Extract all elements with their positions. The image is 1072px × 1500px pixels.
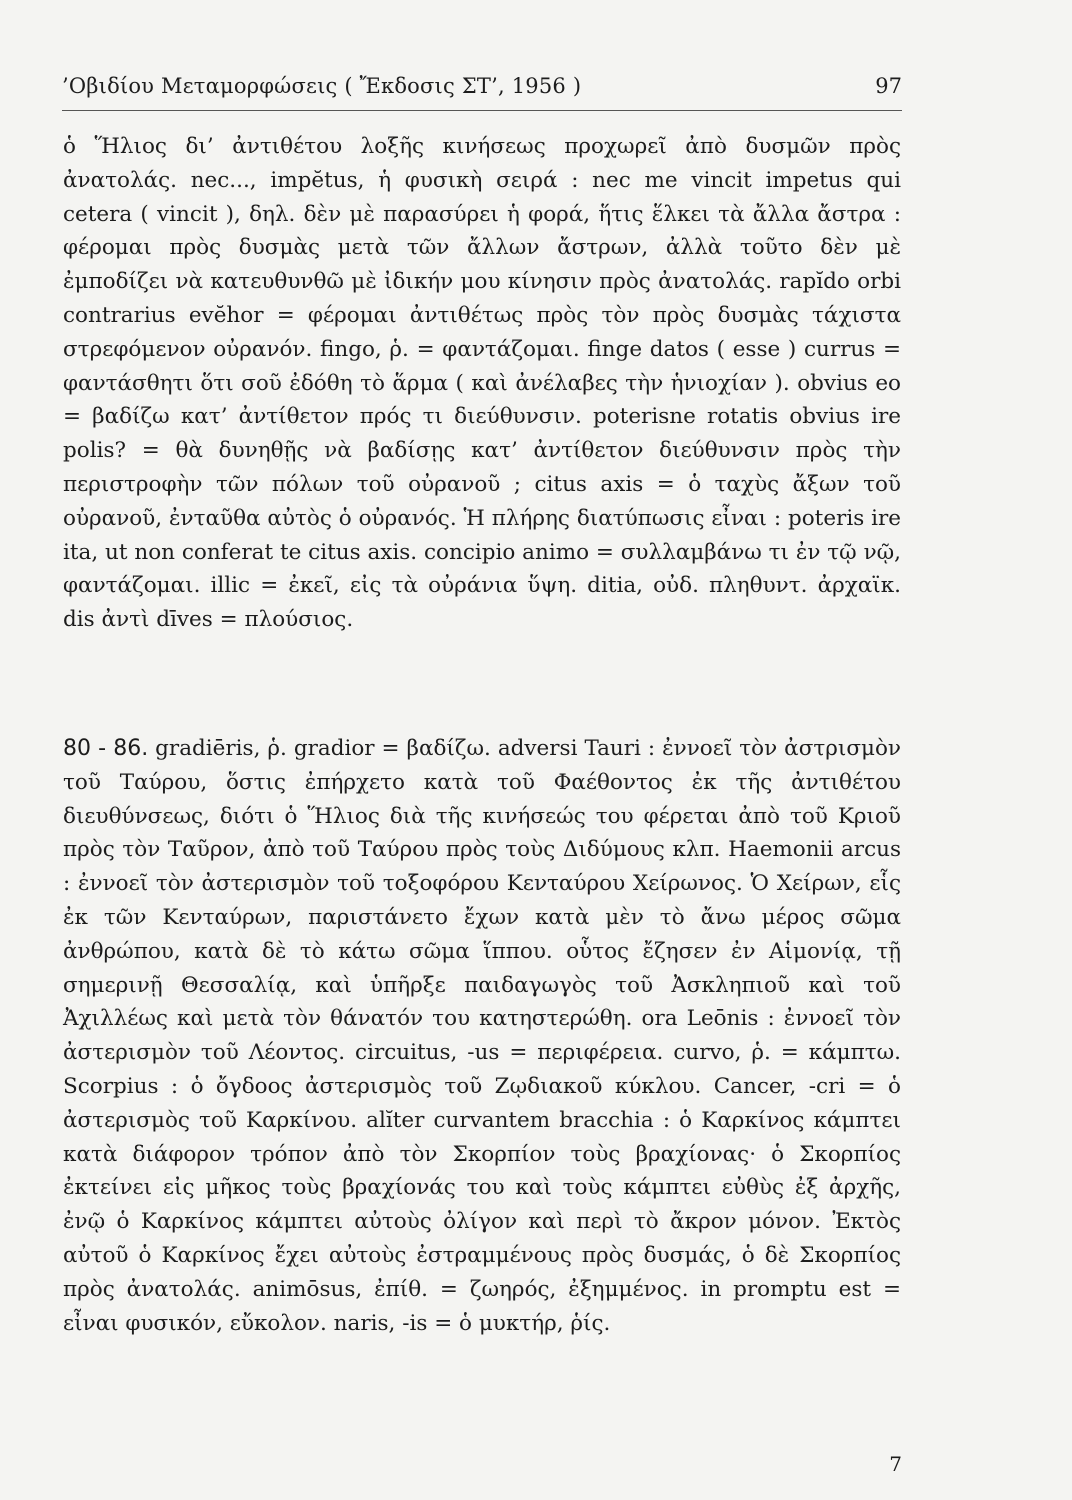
section-number: 80 - 86.	[63, 736, 149, 761]
running-head	[62, 74, 902, 108]
header-rule	[62, 110, 902, 111]
page-number: 97	[875, 74, 902, 98]
running-title: ’Οβιδίου Μεταμορφώσεις ( Ἔκδοσις ΣΤ’, 1956 )	[62, 74, 582, 98]
signature-mark: 7	[889, 1452, 902, 1476]
paragraph-text: ὁ Ἥλιος δι’ ἀντιθέτου λοξῆς κινήσεως προχωρεῖ ἀπὸ δυσμῶν πρὸς ἀνατολάς. nec..., impĕtus, ἡ φυσικὴ σειρά : nec me vincit impetus qui cetera ( vincit ), δηλ. δὲν μὲ παρασύρει ἡ φορά, ἥτις ἕλκει τὰ ἄλλα ἄστρα : φέρομαι πρὸς δυσμὰς μετὰ τῶν ἄλλων ἄστρων, ἀλλὰ τοῦτο δὲν μὲ ἐμποδίζει νὰ κατευθυνθῶ μὲ ἰδικήν μου κίνησιν πρὸς ἀνατολάς. rapĭdo orbi contrarius evĕhor = φέρομαι ἀντιθέτως πρὸς τὸν πρὸς δυσμὰς τάχιστα στρεφόμενον οὐρανόν. fingo, ῥ. = φαντάζομαι. finge datos ( esse ) currus = φαντάσθητι ὅτι σοῦ ἐδόθη τὸ ἅρμα ( καὶ ἀνέλαβες τὴν ἡνιοχίαν ). obvius eo = βαδίζω κατ’ ἀντίθετον πρός τι διεύθυνσιν. poterisne rotatis obvius ire polis? = θὰ δυνηθῇς νὰ βαδίσῃς κατ’ ἀντίθετον διεύθυνσιν πρὸς τὴν περιστροφὴν τῶν πόλων τοῦ οὐρανοῦ ; citus axis = ὁ ταχὺς ἄξων τοῦ οὐρανοῦ, ἐνταῦθα αὐτὸς ὁ οὐρανός. Ἡ πλήρης διατύπωσις εἶναι : poteris ire ita, ut non conferat te citus axis. concipio animo = συλλαμβάνω τι ἐν τῷ νῷ, φαντάζομαι. illic = ἐκεῖ, εἰς τὰ οὐράνια ὕψη. ditia, οὐδ. πληθυντ. ἀρχαϊκ. dis ἀντὶ dīves = πλούσιος.	[63, 134, 901, 633]
paragraph-text: gradiēris, ῥ. gradior = βαδίζω. adversi Tauri : ἐννοεῖ τὸν ἀστρισμὸν τοῦ Ταύρου, ὅστις ἐπήρχετο κατὰ τοῦ Φαέθοντος ἐκ τῆς ἀντιθέτου διευθύνσεως, διότι ὁ Ἥλιος διὰ τῆς κινήσεώς του φέρεται ἀπὸ τοῦ Κριοῦ πρὸς τὸν Ταῦρον, ἀπὸ τοῦ Ταύρου πρὸς τοὺς Διδύμους κλπ. Haemonii arcus : ἐννοεῖ τὸν ἀστερισμὸν τοῦ τοξοφόρου Κενταύρου Χείρωνος. Ὁ Χείρων, εἷς ἐκ τῶν Κενταύρων, παριστάνετο ἔχων κατὰ μὲν τὸ ἄνω μέρος σῶμα ἀνθρώπου, κατὰ δὲ τὸ κάτω σῶμα ἵππου. οὗτος ἔζησεν ἐν Αἱμονίᾳ, τῇ σημερινῇ Θεσσαλίᾳ, καὶ ὑπῆρξε παιδαγωγὸς τοῦ Ἀσκληπιοῦ καὶ τοῦ Ἀχιλλέως καὶ μετὰ τὸν θάνατόν του κατηστερώθη. ora Leōnis : ἐννοεῖ τὸν ἀστερισμὸν τοῦ Λέοντος. circuitus, -us = περιφέρεια. curvo, ῥ. = κάμπτω. Scorpius : ὁ ὄγδοος ἀστερισμὸς τοῦ Ζῳδιακοῦ κύκλου. Cancer, -cri = ὁ ἀστερισμὸς τοῦ Καρκίνου. alĭter curvantem bracchia : ὁ Καρκίνος κάμπτει κατὰ διάφορον τρόπον ἀπὸ τὸν Σκορπίον τοὺς βραχίονας· ὁ Σκορπίος ἐκτείνει εἰς μῆκος τοὺς βραχίονάς του καὶ τοὺς κάμπτει εὐθὺς ἐξ ἀρχῆς, ἐνῷ ὁ Καρκίνος κάμπτει αὐτοὺς ὀλίγον καὶ περὶ τὸ ἄκρον μόνον. Ἐκτὸς αὐτοῦ ὁ Καρκίνος ἔχει αὐτοὺς ἐστραμμένους πρὸς δυσμάς, ὁ δὲ Σκορπίος πρὸς ἀνατολάς. animōsus, ἐπίθ. = ζωηρός, ἐξημμένος. in promptu est = εἶναι φυσικόν, εὔκολον. naris, -is = ὁ μυκτήρ, ῥίς.	[63, 736, 901, 1336]
paragraph-body	[63, 732, 901, 1340]
paragraph-continuation	[63, 130, 901, 637]
paragraph-lines-80-86	[63, 732, 901, 1340]
